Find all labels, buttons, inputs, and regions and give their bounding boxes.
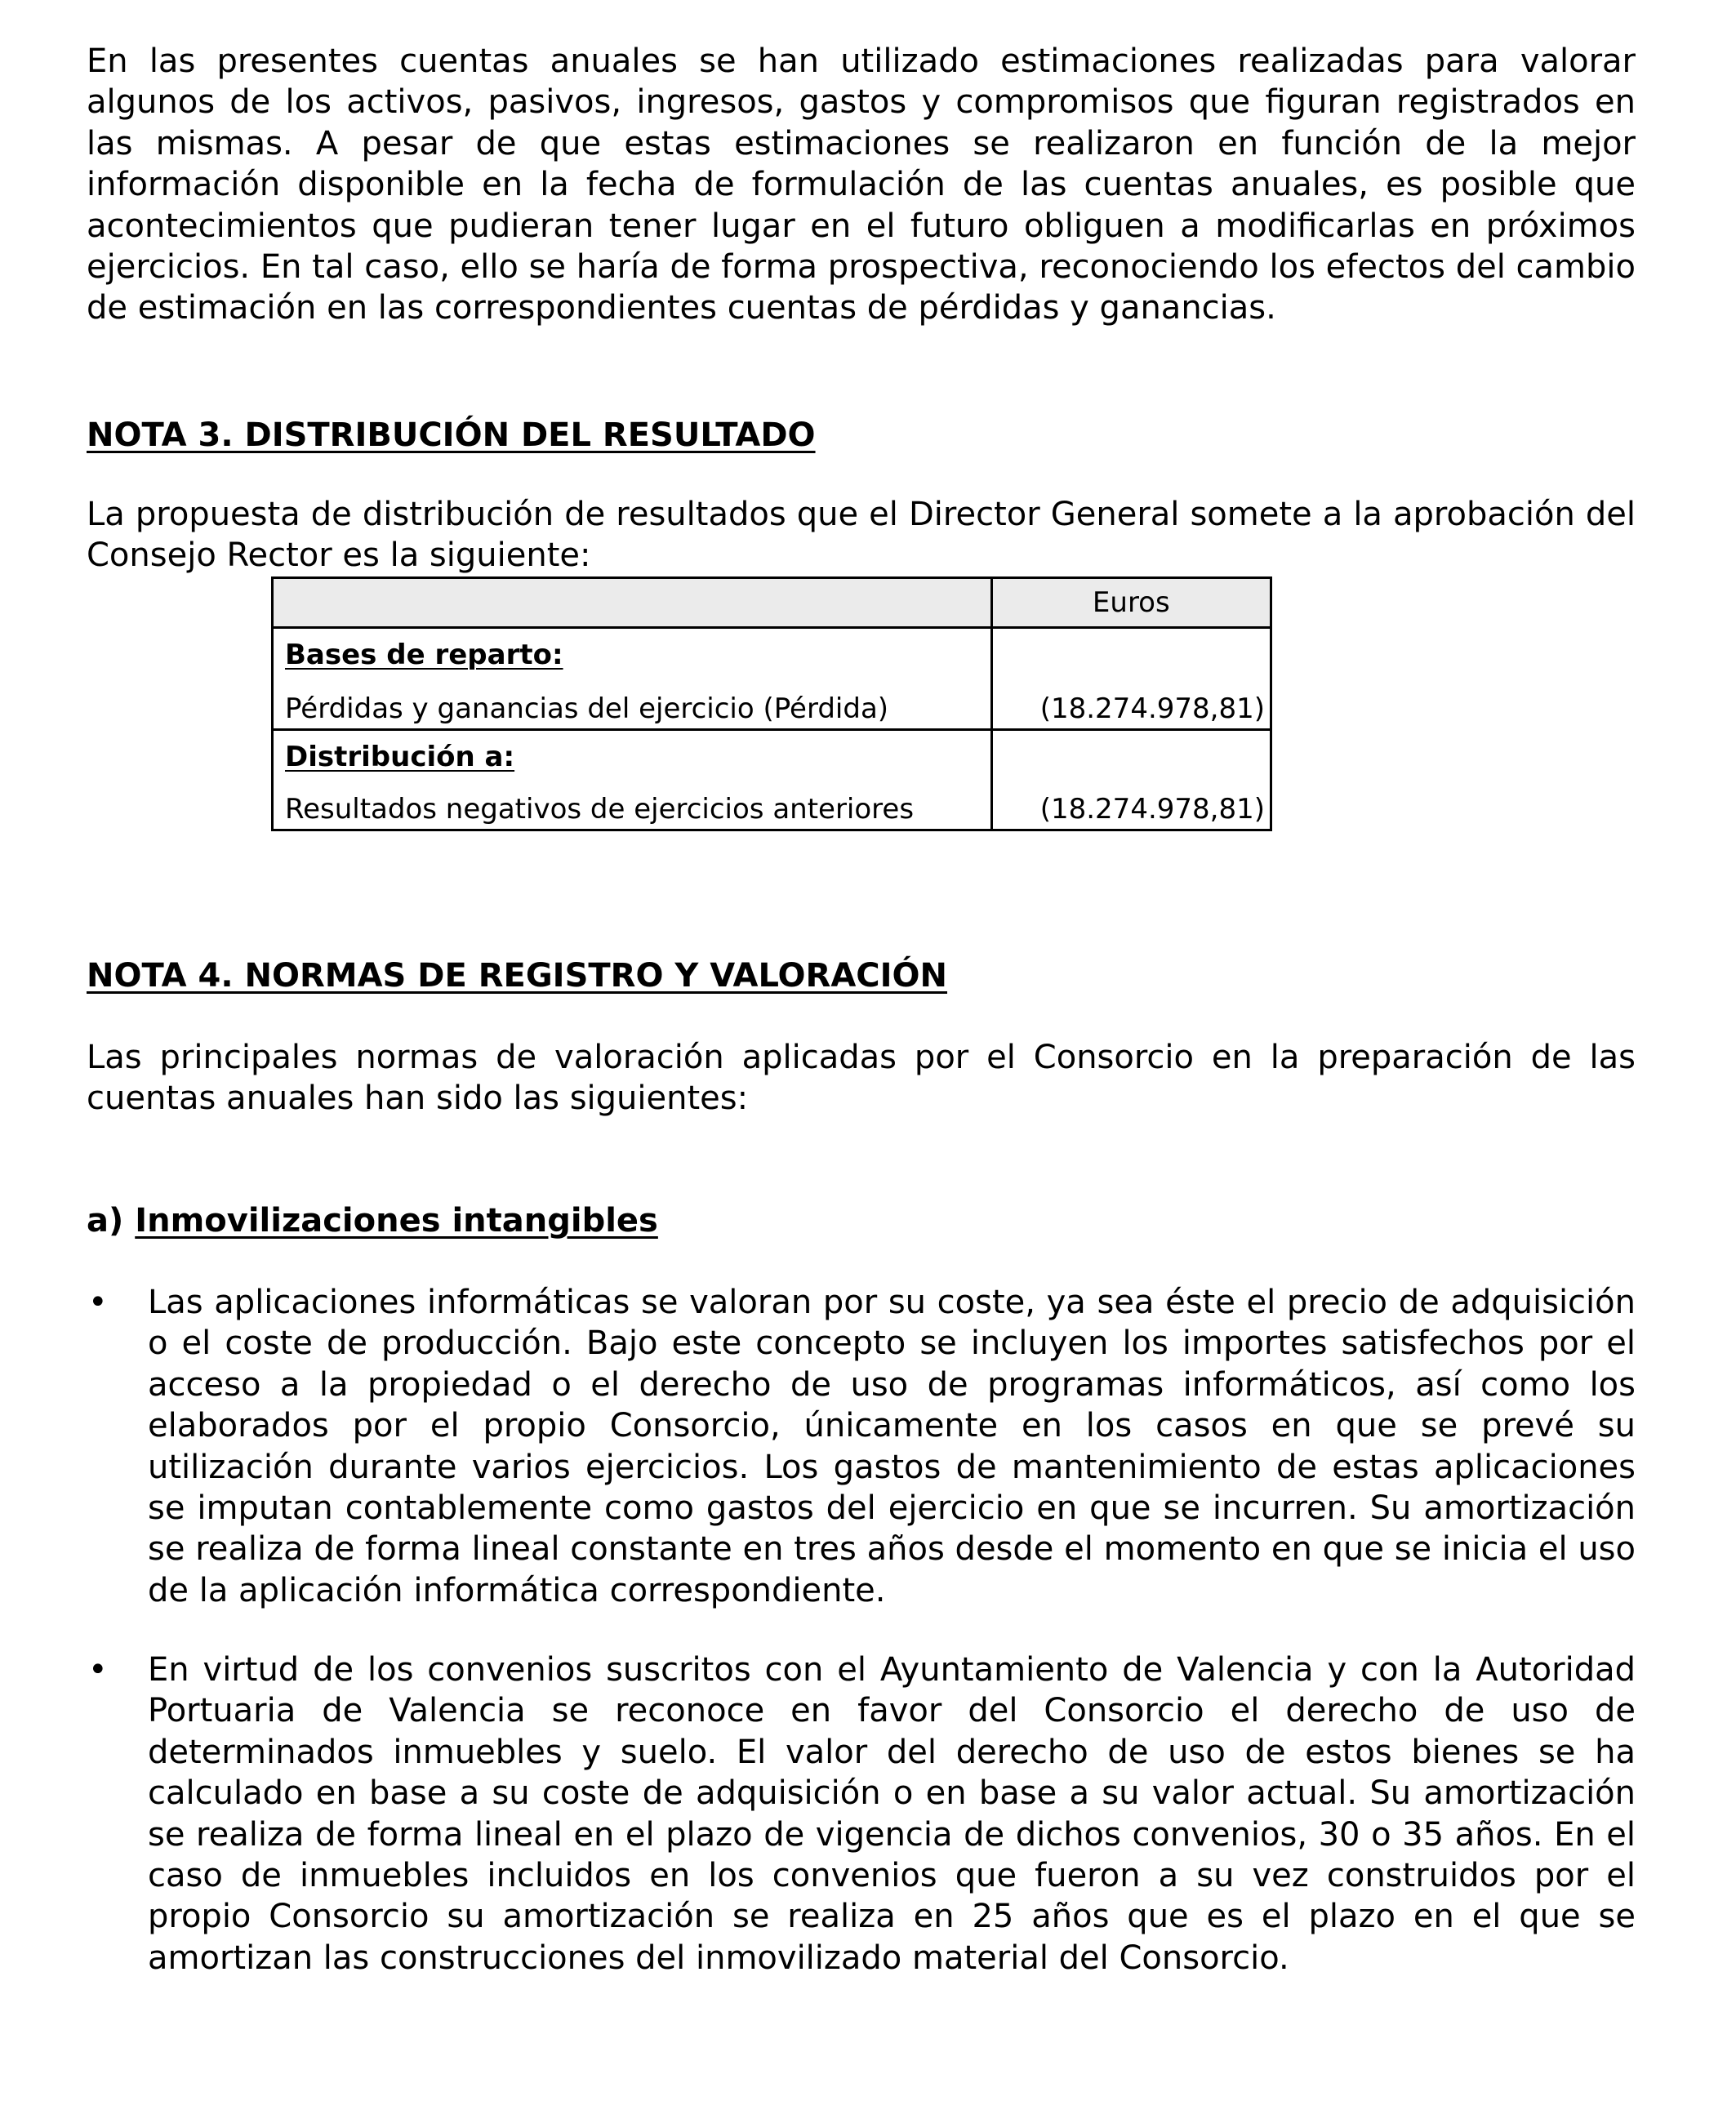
nota4-heading-text: NOTA 4. NORMAS DE REGISTRO Y VALORACIÓN: [87, 957, 948, 995]
subsection-title: Inmovilizaciones intangibles: [135, 1202, 658, 1240]
header-empty-cell: [273, 578, 992, 628]
header-euros-cell: Euros: [991, 578, 1271, 628]
distribucion-row-label: Resultados negativos de ejercicios anteriores: [285, 793, 915, 826]
nota3-heading-text: NOTA 3. DISTRIBUCIÓN DEL RESULTADO: [87, 416, 816, 454]
bases-value-cell: [991, 628, 1271, 730]
bullet-icon: •: [88, 1651, 108, 1689]
bullet-item-2: [87, 1649, 1636, 1979]
distribution-table-wrapper: [271, 576, 1272, 831]
intro-paragraph: En las presentes cuentas anuales se han utilizado estimaciones realizadas para valorar algunos de los activos, pasivos, ingresos, gastos y compromisos que figuran registrados en las mismas. A pesar de que estas estimaciones se realizaron en función de la mejor información disponible en la fecha de formulación de las cuentas anuales, es posible que acontecimientos que pudieran tener lugar en el futuro obliguen a modificarlas en próximos ejercicios. En tal caso, ello se haría de forma prospectiva, reconociendo los efectos del cambio de estimación en las correspondientes cuentas de pérdidas y ganancias.: [87, 42, 1636, 327]
distribucion-row-value: (18.274.978,81): [1039, 793, 1265, 826]
bases-label-cell: [273, 628, 992, 730]
bases-section-title: Bases de reparto:: [285, 639, 563, 671]
bases-row-label: Pérdidas y ganancias del ejercicio (Pérdida): [285, 692, 889, 725]
bullet-text: Las aplicaciones informáticas se valoran por su coste, ya sea éste el precio de adquisición o el coste de producción. Bajo este concepto se incluyen los importes satisfechos por el acceso a la propiedad o el derecho de uso de programas informáticos, así como los elaborados por el propio Consorcio, únicamente en los casos en que se prevé su utilización durante varios ejercicios. Los gastos de mantenimiento de estas aplicaciones se imputan contablemente como gastos del ejercicio en que se incurren. Su amortización se realiza de forma lineal constante en tres años desde el momento en que se inicia el uso de la aplicación informática correspondiente.: [148, 1284, 1636, 1609]
nota4-heading: [87, 955, 947, 996]
nota3-paragraph: La propuesta de distribución de resultados que el Director General somete a la aprobación del Consejo Rector es la siguiente:: [87, 496, 1636, 575]
distribution-table: [271, 576, 1272, 831]
table-header-row: [273, 578, 1271, 628]
distribucion-section-title: Distribución a:: [285, 741, 515, 773]
bullet-icon: •: [88, 1284, 108, 1321]
nota4-paragraph: Las principales normas de valoración aplicadas por el Consorcio en la preparación de las cuentas anuales han sido las siguientes:: [87, 1039, 1636, 1118]
bases-row-value: (18.274.978,81): [1039, 692, 1265, 725]
bullet-text: En virtud de los convenios suscritos con el Ayuntamiento de Valencia y con la Autoridad Portuaria de Valencia se reconoce en favor del Consorcio el derecho de uso de determinados inmuebles y suelo. El valor del derecho de uso de estos bienes se ha calculado en base a su coste de adquisición o en base a su valor actual. Su amortización se realiza de forma lineal en el plazo de vigencia de dichos convenios, 30 o 35 años. En el caso de inmuebles incluidos en los convenios que fueron a su vez construidos por el propio Consorcio su amortización se realiza en 25 años que es el plazo en el que se amortizan las construcciones del inmovilizado material del Consorcio.: [148, 1651, 1636, 1977]
distribucion-label-cell: [273, 730, 992, 830]
subsection-prefix: a): [87, 1202, 124, 1240]
table-row-distribucion: [273, 730, 1271, 830]
distribucion-value-cell: [991, 730, 1271, 830]
subsection-heading: [87, 1200, 658, 1241]
nota3-heading: [87, 415, 816, 456]
bullet-item-1: [87, 1282, 1636, 1611]
table-row-bases: [273, 628, 1271, 730]
